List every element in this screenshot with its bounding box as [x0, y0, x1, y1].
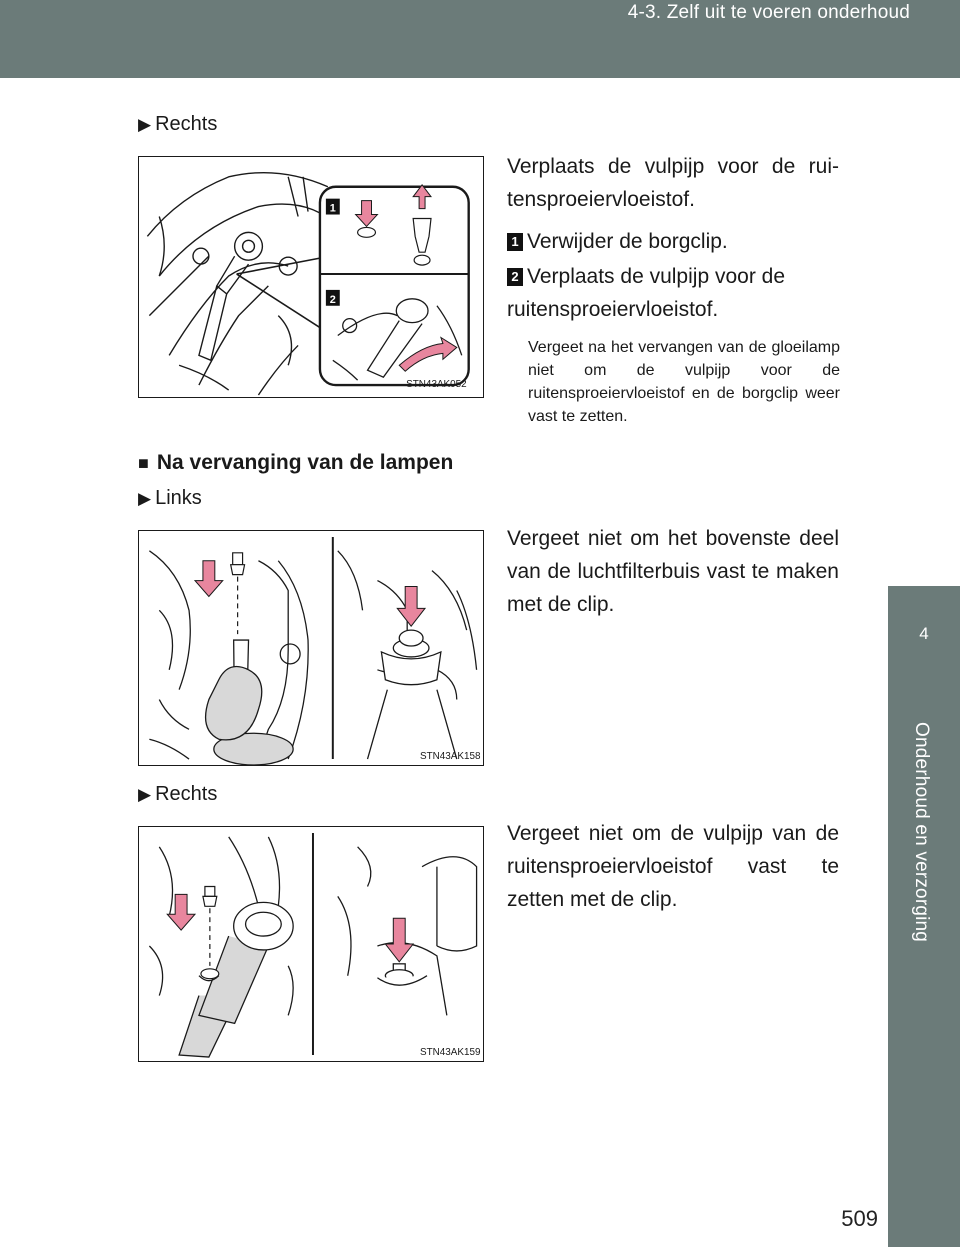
figure3-drawing: [139, 827, 483, 1061]
header-band: [0, 0, 960, 78]
triangle-icon: ▶: [138, 115, 152, 134]
figure2-drawing: [139, 531, 483, 765]
arrow-down-icon: [385, 918, 413, 962]
figure-washer-pipe-right-bottom: [138, 826, 484, 1062]
chapter-number-tab: [888, 586, 960, 682]
section-title: 4-3. Zelf uit te voeren onderhoud: [627, 2, 910, 23]
right-bottom-text: Vergeet niet om de vulpijp van de ruitensproeiervloeistof vast te zetten met de clip.: [507, 822, 839, 911]
figure1-drawing: [139, 157, 483, 397]
step-badge: 2: [507, 268, 523, 286]
section-heading: [138, 451, 453, 475]
arrow-down-icon: [397, 587, 425, 627]
left-text: Vergeet niet om het bovenste deel van de luchtfilterbuis vast te maken met de clip.: [507, 527, 839, 616]
heading-text: Na vervanging van de lampen: [156, 451, 454, 474]
arrow-down-icon: [167, 894, 195, 930]
callout-1: 1: [329, 202, 336, 215]
subsection-label: Links: [155, 487, 202, 509]
step-2: [507, 260, 839, 326]
triangle-icon: ▶: [138, 785, 152, 804]
subsection-right-bottom: [138, 783, 217, 806]
chapter-number: 4: [919, 624, 929, 643]
figure-airfilter-left: [138, 530, 484, 766]
step-text: Verwijder de borgclip.: [527, 230, 728, 253]
figure-washer-pipe-right: [138, 156, 484, 398]
note-text: Vergeet na het vervangen van de gloeilamp niet om de vulpijp voor de ruitensproeiervloeistof en de borgclip weer vast te zetten.: [528, 339, 840, 425]
triangle-icon: ▶: [138, 489, 152, 508]
step-text: Verplaats de vulpijp voor de ruitensproeiervloeistof.: [507, 265, 785, 321]
arrow-down-icon: [195, 561, 223, 597]
step-1: [507, 225, 839, 258]
square-bullet-icon: ■: [138, 453, 149, 473]
subsection-left: [138, 487, 202, 510]
intro-text: Verplaats de vulpijp voor de rui-tensproeiervloeistof.: [507, 155, 839, 211]
step-badge: 1: [507, 233, 523, 251]
subsection-right-top: [138, 113, 217, 136]
figure1-code: STN43AK052: [406, 379, 467, 391]
figure3-code: STN43AK159: [419, 1047, 481, 1059]
callout-2: 2: [329, 293, 336, 306]
subsection-label: Rechts: [155, 113, 218, 135]
subsection-label: Rechts: [155, 783, 218, 805]
figure2-code: STN43AK158: [419, 751, 481, 763]
chapter-label: Onderhoud en verzorging: [911, 722, 932, 943]
page-number: 509: [841, 1206, 878, 1231]
chapter-label-tab: [888, 682, 960, 1247]
